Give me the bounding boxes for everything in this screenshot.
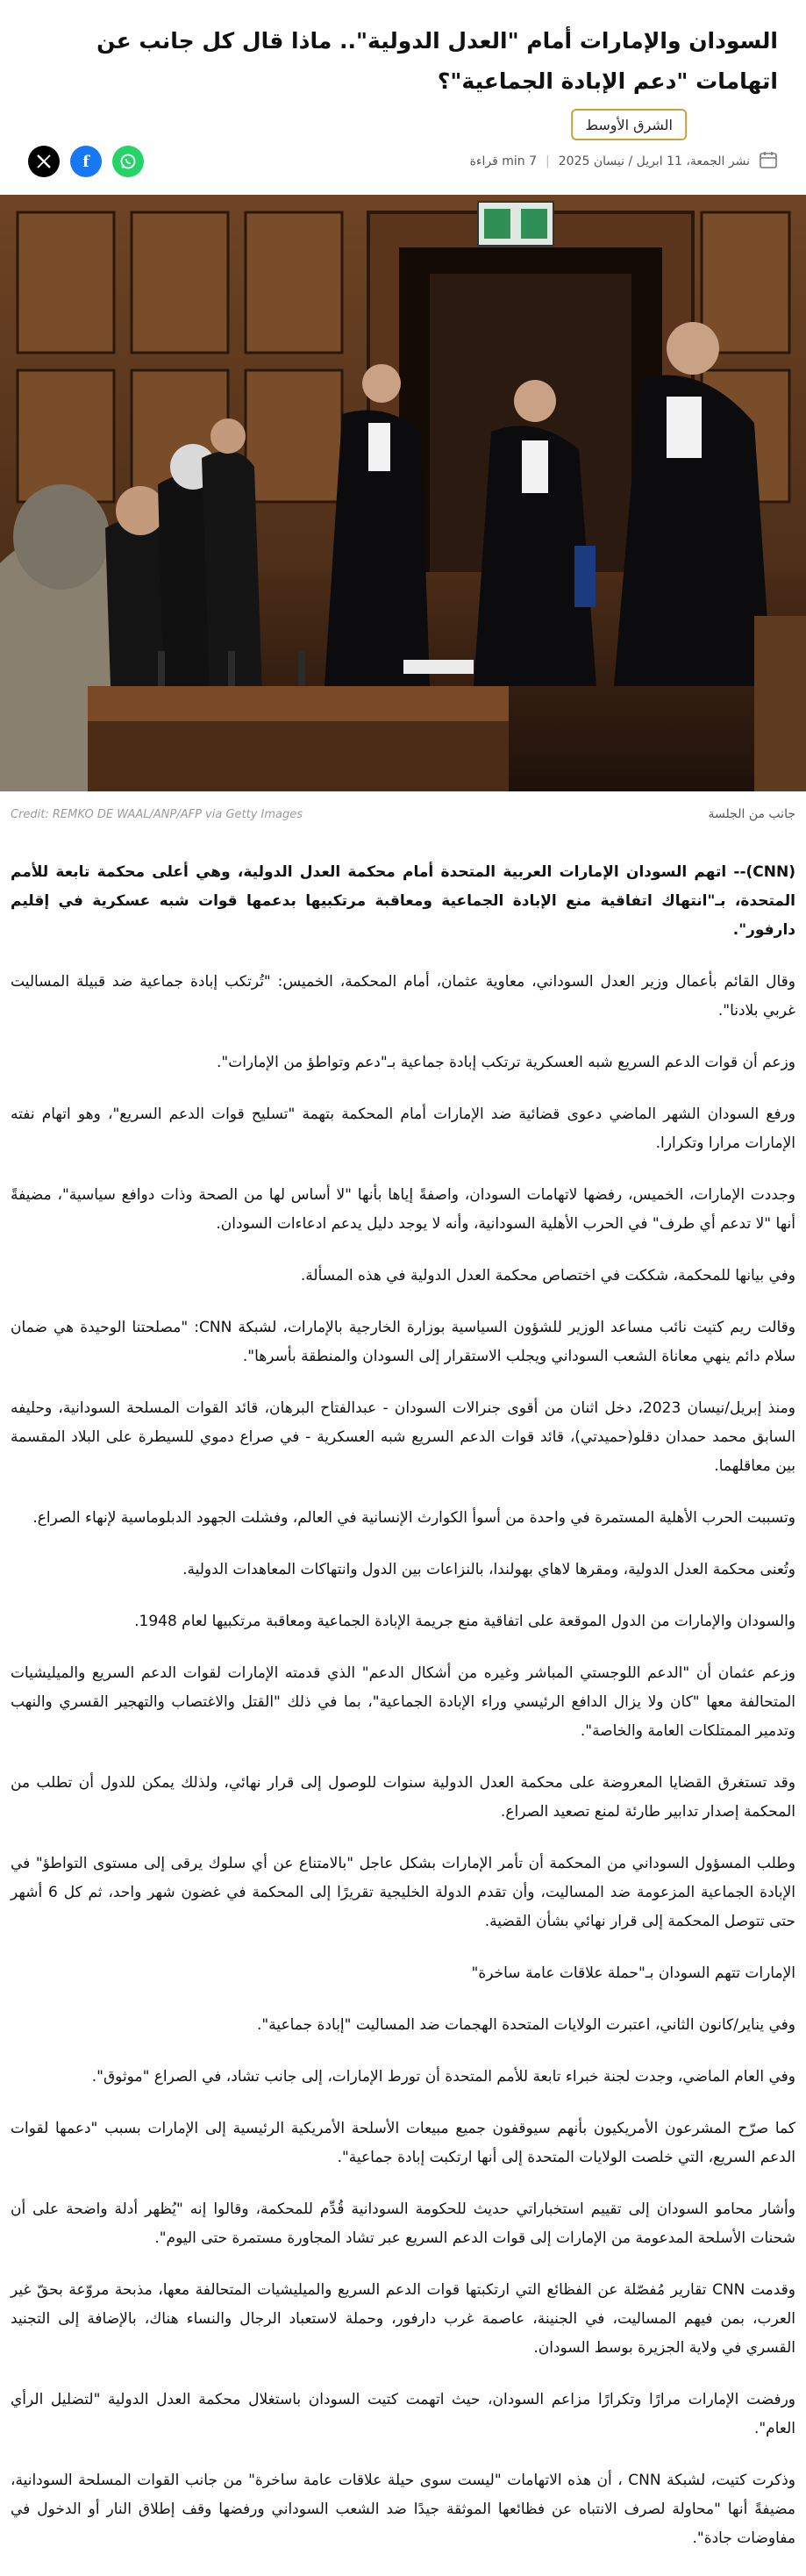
- article-meta: [470, 150, 778, 173]
- article-paragraph: وفي العام الماضي، وجدت لجنة خبراء تابعة للأمم المتحدة أن تورط الإمارات، إلى جانب تشاد، في الصراع "موثوق".: [91, 2068, 795, 2086]
- article-paragraph: ورفع السودان الشهر الماضي دعوى قضائية ضد الإمارات أمام المحكمة بتهمة "تسليح قوات الدعم السريع"، وهو اتهام نفته الإمارات مرارا وتكرارا.: [11, 1106, 795, 1152]
- article-paragraph: وتُعنى محكمة العدل الدولية، ومقرها لاهاي بهولندا، بالنزاعات بين الدول وانتهاكات المعاهدات الدولية.: [182, 1561, 795, 1578]
- image-caption: جانب من الجلسة: [708, 807, 795, 821]
- article-subheading: الإمارات تتهم السودان بـ"حملة علاقات عامة ساخرة": [471, 1964, 795, 1982]
- article-paragraph: وقد تستغرق القضايا المعروضة على محكمة العدل الدولية سنوات للوصول إلى قرار نهائي، ولذلك يمكن للدول أن تطلب من المحكمة إصدار تدابير طارئة لمنع تصعيد الصراع.: [11, 1774, 795, 1821]
- article-paragraph: وتسببت الحرب الأهلية المستمرة في واحدة من أسوأ الكوارث الإنسانية في العالم، وفشلت الجهود الدبلوماسية لإنهاء الصراع.: [32, 1509, 795, 1527]
- meta-divider: |: [546, 154, 550, 168]
- article-paragraph: وقالت ريم كتيت نائب مساعد الوزير للشؤون السياسية بوزارة الخارجية بالإمارات، لشبكة CNN: "مصلحتنا الوحيدة هي ضمان سلام دائم ينهي معاناة الشعب السوداني ويجلب الاستقرار إلى السودان والمنطقة بأسرها".: [11, 1319, 795, 1365]
- image-caption-row: [11, 804, 795, 825]
- share-buttons: [28, 146, 144, 177]
- published-date: نشر الجمعة، 11 ابريل / نيسان 2025: [558, 154, 750, 168]
- image-credit: Credit: REMKO DE WAAL/ANP/AFP via Getty Images: [11, 807, 303, 821]
- source-badge[interactable]: الشرق الأوسط: [571, 109, 687, 140]
- meta-row: [28, 146, 778, 177]
- article-title: السودان والإمارات أمام "العدل الدولية".. ماذا قال كل جانب عن اتهامات "دعم الإبادة الجماعية"؟: [96, 28, 778, 94]
- article-paragraph: ومنذ إبريل/نيسان 2023، دخل اثنان من أقوى جنرالات السودان - عبدالفتاح البرهان، قائد القوات المسلحة السودانية، وحليفه السابق محمد حمدان دقلو(حميدتي)، قائد قوات الدعم السريع شبه العسكرية - في صراع دموي للسيطرة على البلاد المقسمة بين معاقلهما.: [11, 1399, 795, 1475]
- article-paragraph: وفي يناير/كانون الثاني، اعتبرت الولايات المتحدة الهجمات ضد المساليت "إبادة جماعية".: [257, 2016, 795, 2034]
- article-paragraph: وجددت الإمارات، الخميس، رفضها لاتهامات السودان، واصفةً إياها بأنها "لا أساس لها من الصحة وذات دوافع سياسية"، مضيفةً أنها "لا تدعم أي طرف" في الحرب الأهلية السودانية، وأنه لا يوجد دليل يدعم ادعاءات السودان.: [11, 1186, 795, 1233]
- article-paragraph: كما صرّح المشرعون الأمريكيون بأنهم سيوقفون جميع مبيعات الأسلحة الأمريكية الرئيسية إلى الإمارات بسبب "دعمها لقوات الدعم السريع، التي خلصت الولايات المتحدة إلى أنها ارتكبت إبادة جماعية".: [11, 2120, 795, 2166]
- read-time: 7 min قراءة: [469, 154, 538, 168]
- article-paragraph: وذكرت كتيت، لشبكة CNN ، أن هذه الاتهامات "ليست سوى حيلة علاقات عامة ساخرة" من جانب القوات المسلحة السودانية، مضيفةً أنها "محاولة لصرف الانتباه عن فظائعها الموثقة جيدًا ضد الشعب السوداني ورفضها وقف إطلاق النار أو الدخول في مفاوضات جادة".: [11, 2472, 795, 2547]
- article-paragraph: وقال القائم بأعمال وزير العدل السوداني، معاوية عثمان، أمام المحكمة، الخميس: "تُرتكب إبادة جماعية ضد قبيلة المساليت غربي بلادنا".: [11, 973, 795, 1020]
- article-paragraph: وزعم عثمان أن "الدعم اللوجستي المباشر وغيره من أشكال الدعم" الذي قدمته الإمارات لقوات الدعم السريع والميليشيات المتحالفة معها "كان ولا يزال الدافع الرئيسي وراء الإبادة الجماعية"، بما في ذلك "القتل والاغتصاب والتهجير القسري والنهب وتدمير الممتلكات العامة والخاصة".: [11, 1664, 795, 1740]
- article-paragraph: وزعم أن قوات الدعم السريع شبه العسكرية ترتكب إبادة جماعية بـ"دعم وتواطؤ من الإمارات".: [216, 1054, 795, 1071]
- article-paragraph: وأشار محامو السودان إلى تقييم استخباراتي حديث للحكومة السودانية قُدِّم للمحكمة، وقالوا إنه "يُظهر أدلة واضحة على أن شحنات الأسلحة المدعومة من الإمارات إلى قوات الدعم السريع عبر تشاد المجاورة مستمرة حتى اليوم".: [11, 2200, 795, 2247]
- hero-image: [0, 195, 806, 791]
- article-paragraph: (CNN)-- اتهم السودان الإمارات العربية المتحدة أمام محكمة العدل الدولية، وهي أعلى محكمة تابعة للأمم المتحدة، بـ"انتهاك اتفاقية منع الإبادة الجماعية ومعاقبة مرتكبيها بدعمها قوات شبه عسكرية في إقليم دارفور".: [11, 863, 795, 939]
- article-paragraph: وقدمت CNN تقارير مُفصّلة عن الفظائع التي ارتكبتها قوات الدعم السريع والميليشيات المتحالفة معها، مذبحة مروّعة بحقّ غير العرب، بمن فيهم المساليت، في الجنينة، عاصمة غرب دارفور، وحملة لاستعباد الرجال والنساء هناك، بالإضافة إلى التجنيد القسري في ولاية الجزيرة بوسط السودان.: [11, 2281, 795, 2357]
- calendar-icon: [759, 150, 778, 173]
- x-logo-icon[interactable]: [28, 146, 60, 177]
- article-body: [11, 858, 795, 2576]
- article-paragraph: وفي بيانها للمحكمة، شككت في اختصاص محكمة العدل الدولية في هذه المسألة.: [300, 1267, 795, 1284]
- article-paragraph: والسودان والإمارات من الدول الموقعة على اتفاقية منع جريمة الإبادة الجماعية ومعاقبة مرتكبيها لعام 1948.: [134, 1613, 795, 1630]
- whatsapp-icon[interactable]: [112, 146, 144, 177]
- article-paragraph: وطلب المسؤول السوداني من المحكمة أن تأمر الإمارات بشكل عاجل "بالامتناع عن أي سلوك يرقى إلى مستوى التواطؤ" في الإبادة الجماعية المزعومة ضد المساليت، وأن تقدم الدولة الخليجية تقريرًا إلى المحكمة في غضون شهر واحد، ثم كل 6 أشهر حتى تتوصل المحكمة إلى قرار نهائي بشأن القضية.: [11, 1855, 795, 1930]
- article-paragraph: ورفضت الإمارات مرارًا وتكرارًا مزاعم السودان، حيث اتهمت كتيت السودان باستغلال محكمة العدل الدولية "لتضليل الرأي العام".: [11, 2391, 795, 2437]
- facebook-icon[interactable]: f: [70, 146, 102, 177]
